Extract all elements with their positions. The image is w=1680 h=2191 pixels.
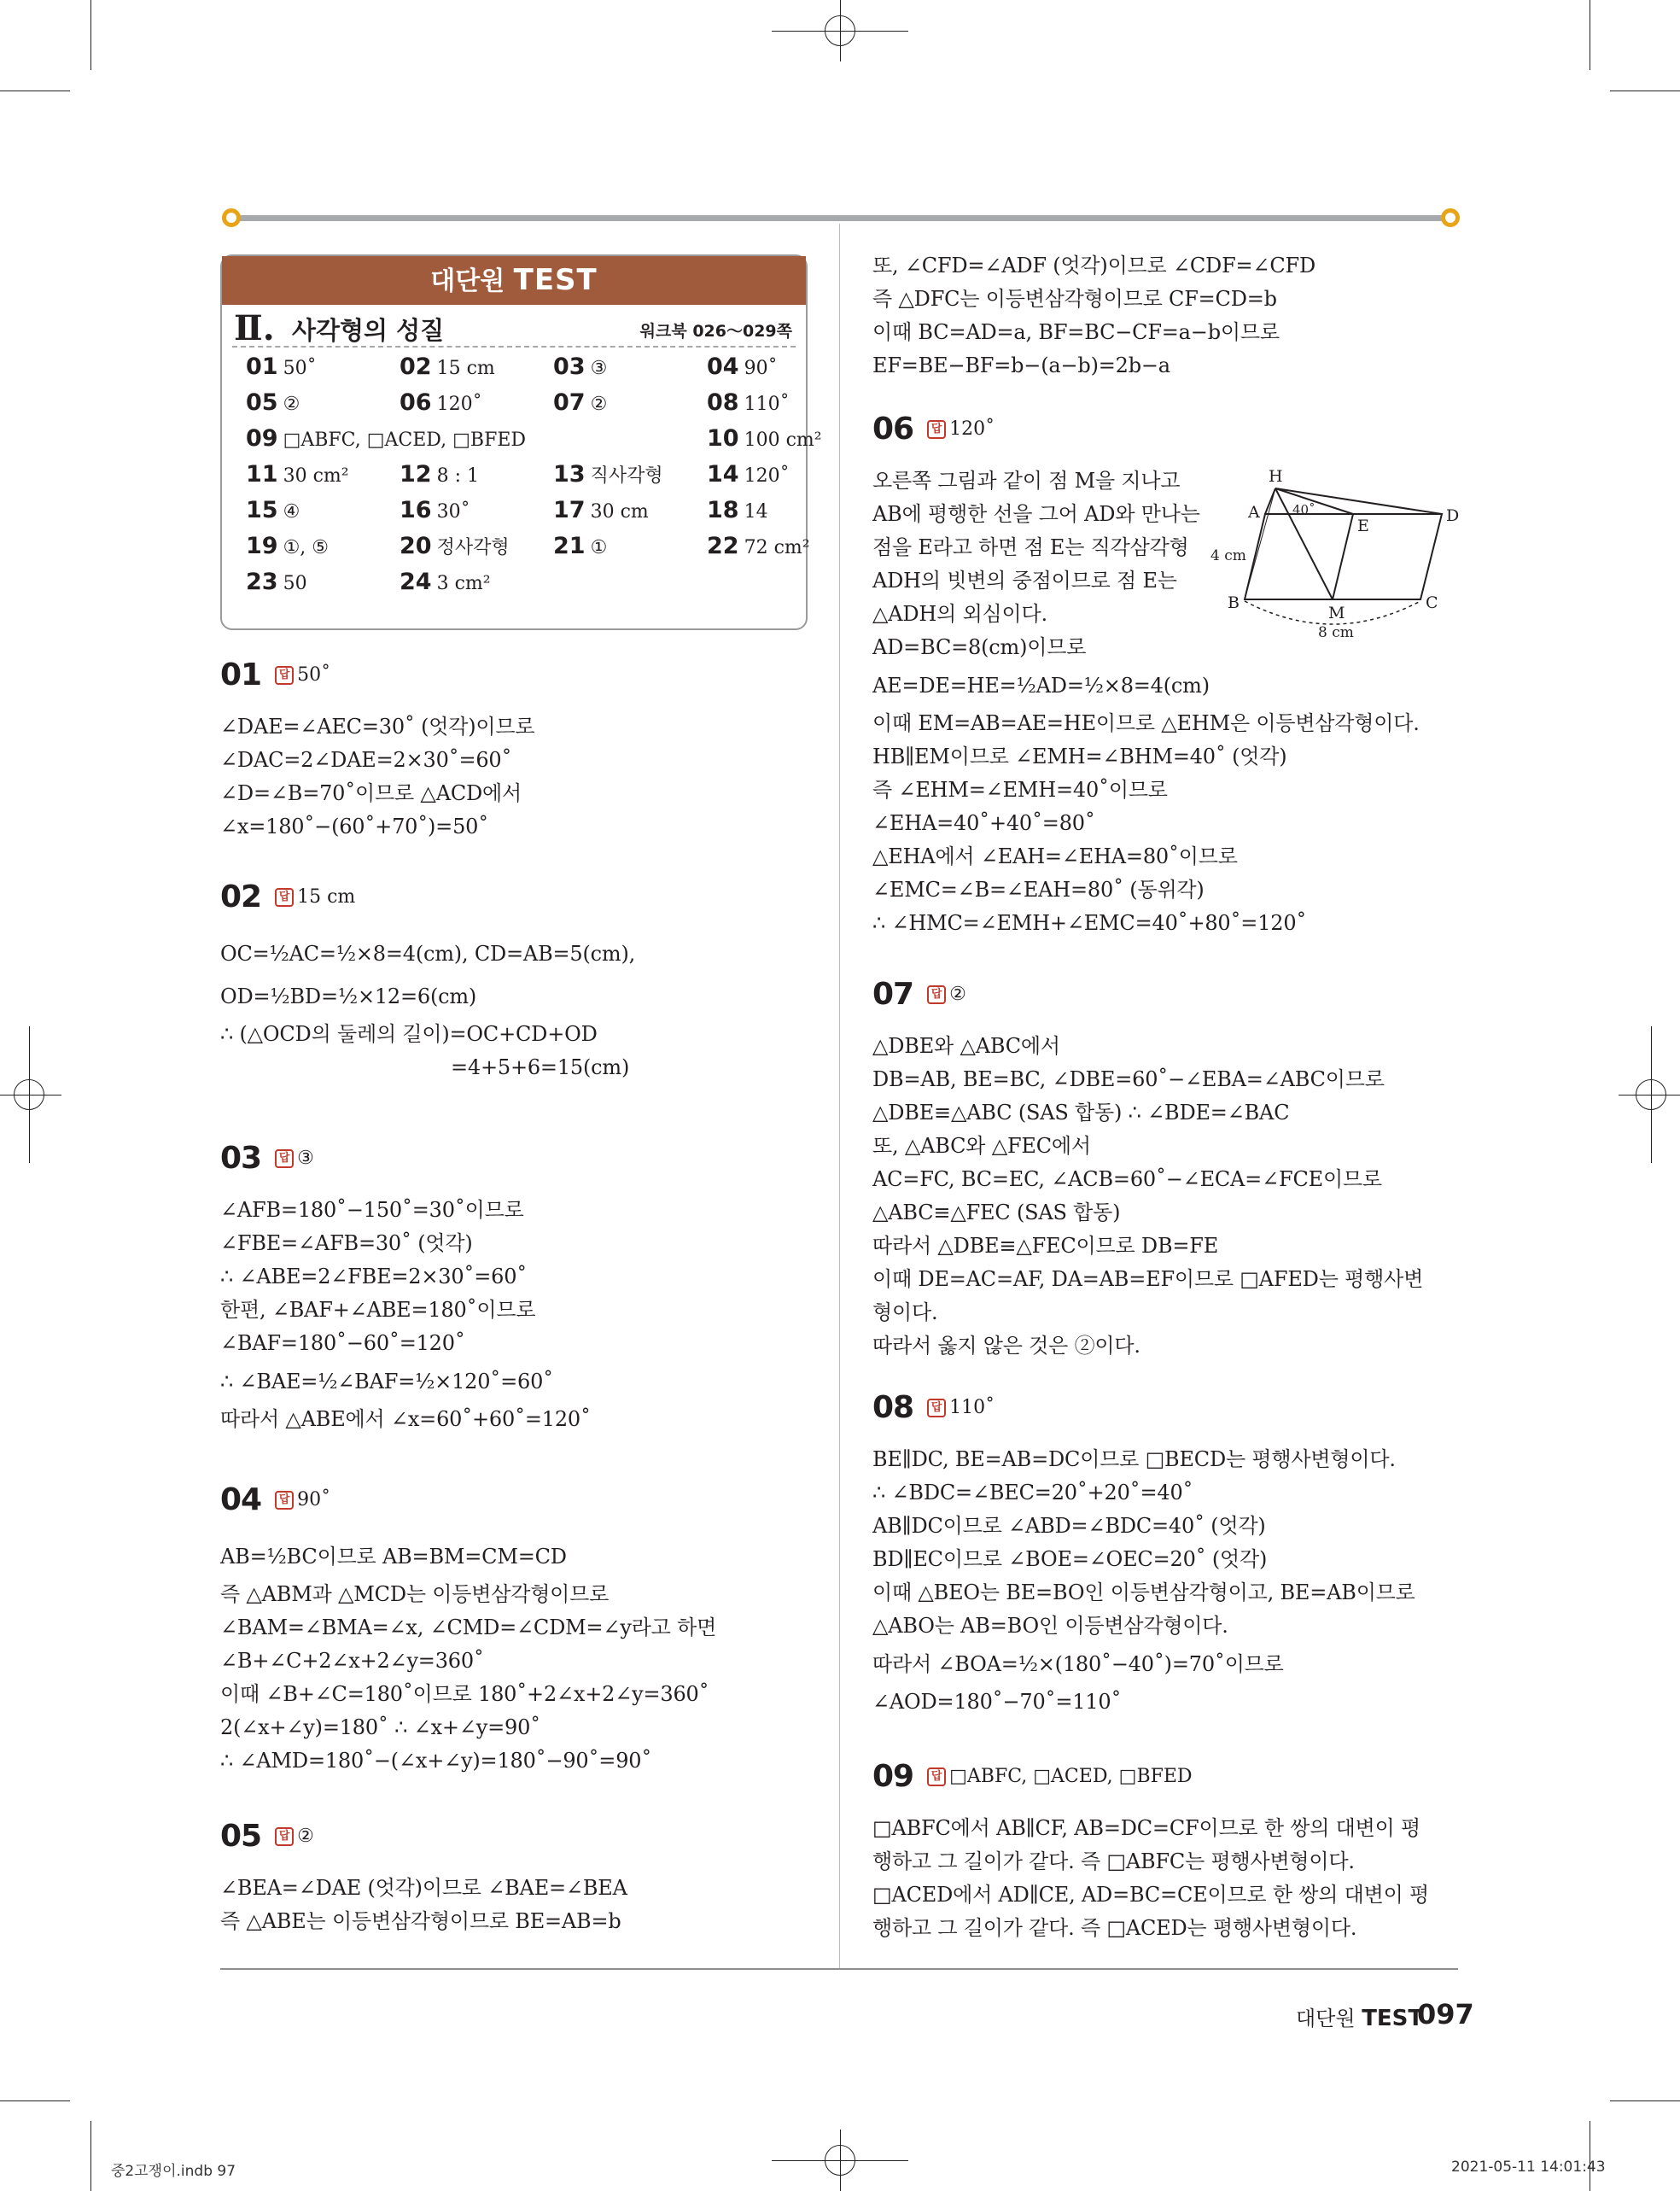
solution-line: 즉 ∠EHM=∠EMH=40˚이므로 (872, 778, 1168, 802)
summary-answer-number: 02 (400, 353, 432, 380)
problem-number: 07 (872, 977, 914, 1012)
solution-line: OC=½AC=½×8=4(cm), CD=AB=5(cm), (220, 942, 636, 966)
solution-line: ∠DAC=2∠DAE=2×30˚=60˚ (220, 748, 512, 772)
summary-answer (246, 497, 300, 523)
problem-number: 06 (872, 412, 914, 447)
summary-answer-value: ①, ⑤ (283, 537, 330, 558)
solution-line: 따라서 △ABE에서 ∠x=60˚+60˚=120˚ (220, 1407, 591, 1431)
problem-08 (872, 1390, 1470, 1719)
summary-answer (246, 569, 307, 595)
summary-answer-number: 20 (400, 533, 432, 559)
solution-line: 형이다. (872, 1300, 938, 1324)
summary-answer (553, 533, 607, 559)
problem-09 (872, 1759, 1470, 1945)
problem-07 (872, 977, 1470, 1363)
summary-answer-value: 100 cm² (744, 429, 822, 451)
summary-answer-value: 3 cm² (436, 573, 491, 594)
solution-line: BD∥EC이므로 ∠BOE=∠OEC=20˚ (엇각) (872, 1547, 1268, 1571)
label-angle-40: 40˚ (1292, 502, 1315, 517)
registration-mark (1619, 1095, 1680, 1096)
summary-answer-number: 24 (400, 569, 432, 595)
summary-answer-value: □ABFC, □ACED, □BFED (283, 429, 527, 451)
summary-answer (400, 353, 495, 380)
solution-line: ∠AFB=180˚−150˚=30˚이므로 (220, 1198, 524, 1222)
solution-line: △ABC≡△FEC (SAS 합동) (872, 1201, 1121, 1224)
summary-answer (707, 389, 790, 416)
summary-answer (553, 353, 607, 380)
registration-mark (772, 2160, 908, 2161)
solution-line: △EHA에서 ∠EAH=∠EHA=80˚이므로 (872, 844, 1238, 868)
solution-line: ∠EHA=40˚+40˚=80˚ (872, 811, 1095, 835)
summary-answer-number: 03 (553, 353, 586, 380)
solution-line: 즉 △ABM과 △MCD는 이등변삼각형이므로 (220, 1582, 610, 1606)
summary-answer (246, 425, 526, 452)
answer-badge: 답 (927, 420, 946, 439)
answer-badge: 답 (927, 1399, 946, 1417)
problem-number: 03 (220, 1141, 262, 1176)
crop-mark (0, 2100, 70, 2101)
registration-mark (0, 1095, 61, 1096)
summary-answer-value: 120˚ (744, 465, 790, 487)
answer-badge: 답 (275, 1149, 294, 1168)
summary-answer (707, 353, 778, 380)
problem-answer: ② (297, 1826, 314, 1847)
problem-05c (872, 249, 1470, 383)
summary-answer-value: 14 (744, 501, 768, 523)
label-h: H (1269, 467, 1283, 486)
label-a: A (1248, 503, 1260, 522)
summary-answer-value: 30 cm² (283, 465, 349, 487)
solution-line: AD=BC=8(cm)이므로 (872, 635, 1087, 659)
registration-mark (772, 31, 908, 32)
solution-line: AB∥DC이므로 ∠ABD=∠BDC=40˚ (엇각) (872, 1514, 1266, 1538)
answer-badge: 답 (275, 888, 294, 907)
solution-line: 한편, ∠BAF+∠ABE=180˚이므로 (220, 1298, 536, 1322)
summary-answer-number: 14 (707, 461, 739, 488)
summary-answer (707, 497, 768, 523)
footer-title-text: 대단원 (1296, 2007, 1362, 2030)
label-b: B (1228, 593, 1240, 612)
solution-line: ADH의 빗변의 중점이므로 점 E는 (872, 569, 1177, 593)
solution-line: ∠AOD=180˚−70˚=110˚ (872, 1690, 1122, 1714)
solution-line: 행하고 그 길이가 같다. 즉 □ACED는 평행사변형이다. (872, 1916, 1357, 1940)
solution-line: ∴ ∠ABE=2∠FBE=2×30˚=60˚ (220, 1265, 528, 1288)
summary-answer (553, 389, 607, 416)
unit-title: 사각형의 성질 (292, 316, 445, 345)
summary-answer (400, 533, 510, 559)
problem-header (220, 657, 818, 698)
problem-header (872, 1390, 1470, 1431)
summary-answer (400, 569, 491, 595)
problem-03 (220, 1141, 818, 1436)
summary-answer-number: 05 (246, 389, 278, 416)
summary-answer-value: ① (590, 537, 608, 558)
solution-line: 이때 EM=AB=AE=HE이므로 △EHM은 이등변삼각형이다. (872, 711, 1420, 735)
summary-header-test: TEST (513, 263, 598, 297)
solution-line: △DBE와 △ABC에서 (872, 1034, 1060, 1058)
summary-answer-value: 8 : 1 (436, 465, 479, 487)
problem-number: 02 (220, 879, 262, 914)
problem-answer: 110˚ (949, 1397, 995, 1418)
summary-answer (246, 533, 329, 559)
summary-answer-number: 13 (553, 461, 586, 488)
summary-answer-value: 정사각형 (436, 537, 510, 558)
problem-04 (220, 1482, 818, 1778)
summary-answer (246, 389, 300, 416)
problem-number: 04 (220, 1482, 262, 1517)
solution-line: 이때 DE=AC=AF, DA=AB=EF이므로 □AFED는 평행사변 (872, 1267, 1424, 1291)
summary-answer-number: 18 (707, 497, 739, 523)
summary-answer (400, 461, 479, 488)
summary-answer-value: 직사각형 (590, 465, 663, 487)
summary-answer-number: 08 (707, 389, 739, 416)
summary-answer-number: 07 (553, 389, 586, 416)
solution-line: ∠FBE=∠AFB=30˚ (엇각) (220, 1231, 473, 1255)
problem-05 (220, 1819, 818, 1938)
bottom-rule (220, 1968, 1458, 1970)
summary-header-title: 대단원 (430, 266, 514, 296)
solution-line: ∠x=180˚−(60˚+70˚)=50˚ (220, 815, 489, 838)
solution-line: 오른쪽 그림과 같이 점 M을 지나고 (872, 469, 1181, 493)
crop-mark (90, 0, 91, 70)
summary-answer-value: 30 cm (590, 501, 649, 523)
label-c: C (1426, 593, 1438, 612)
summary-answer-value: ② (590, 394, 608, 415)
summary-answer-number: 17 (553, 497, 586, 523)
summary-answer-number: 09 (246, 425, 278, 452)
solution-line: □ABFC에서 AB∥CF, AB=DC=CF이므로 한 쌍의 대변이 평 (872, 1816, 1421, 1840)
problem-answer: 90˚ (297, 1489, 331, 1510)
summary-answer-value: 120˚ (436, 394, 482, 415)
solution-line: △DBE≡△ABC (SAS 합동) ∴ ∠BDE=∠BAC (872, 1101, 1290, 1125)
problem-06 (872, 412, 1470, 940)
print-slug-date: 2021-05-11 14:01:43 (1451, 2159, 1606, 2176)
summary-answer (246, 461, 349, 488)
summary-answer-value: ③ (590, 358, 608, 379)
solution-line: 이때 ∠B+∠C=180˚이므로 180˚+2∠x+2∠y=360˚ (220, 1682, 709, 1706)
problem-number: 01 (220, 657, 262, 692)
solution-line: 따라서 ∠BOA=½×(180˚−40˚)=70˚이므로 (872, 1652, 1284, 1676)
solution-line: 행하고 그 길이가 같다. 즉 □ABFC는 평행사변형이다. (872, 1849, 1355, 1873)
solution-line: BE∥DC, BE=AB=DC이므로 □BECD는 평행사변형이다. (872, 1447, 1396, 1471)
label-4cm: 4 cm (1210, 547, 1246, 564)
problem-header (220, 1819, 818, 1860)
problem-answer: □ABFC, □ACED, □BFED (949, 1766, 1193, 1787)
solution-line: 따라서 옳지 않은 것은 ②이다. (872, 1334, 1140, 1358)
summary-answer-value: 15 cm (436, 358, 495, 379)
summary-answer-value: ② (283, 394, 300, 415)
problem-number: 08 (872, 1390, 914, 1425)
summary-answer (553, 497, 649, 523)
summary-answer-number: 11 (246, 461, 278, 488)
solution-line: AB=½BC이므로 AB=BM=CM=CD (220, 1545, 567, 1569)
solution-line: ∠BEA=∠DAE (엇각)이므로 ∠BAE=∠BEA (220, 1876, 627, 1900)
summary-answer-number: 01 (246, 353, 278, 380)
solution-line: ∠D=∠B=70˚이므로 △ACD에서 (220, 781, 522, 805)
solution-line: DB=AB, BE=BC, ∠DBE=60˚−∠EBA=∠ABC이므로 (872, 1067, 1385, 1091)
solution-line: ∴ ∠BDC=∠BEC=20˚+20˚=40˚ (872, 1481, 1193, 1504)
summary-answer (553, 461, 663, 488)
solution-line: =4+5+6=15(cm) (451, 1055, 630, 1079)
solution-line: ∴ ∠HMC=∠EMH+∠EMC=40˚+80˚=120˚ (872, 911, 1307, 935)
problem-answer: ③ (297, 1148, 314, 1169)
problem-01 (220, 657, 818, 844)
summary-answer (707, 425, 822, 452)
summary-answer-number: 06 (400, 389, 432, 416)
summary-answer-value: 50 (283, 573, 307, 594)
solution-line: □ACED에서 AD∥CE, AD=BC=CE이므로 한 쌍의 대변이 평 (872, 1883, 1430, 1907)
summary-answer-number: 10 (707, 425, 739, 452)
solution-line: OD=½BD=½×12=6(cm) (220, 984, 477, 1008)
summary-answer-number: 21 (553, 533, 586, 559)
top-rule-dot (222, 208, 241, 227)
label-m: M (1328, 604, 1345, 622)
page-number: 097 (1417, 1998, 1474, 2030)
problem-header (220, 879, 818, 920)
solution-line: ∴ ∠AMD=180˚−(∠x+∠y)=180˚−90˚=90˚ (220, 1749, 652, 1773)
problem-number: 05 (220, 1819, 262, 1854)
solution-line: 따라서 △DBE≡△FEC이므로 DB=FE (872, 1234, 1219, 1258)
answer-badge: 답 (275, 1827, 294, 1846)
footer-title-test: TEST (1362, 2006, 1424, 2031)
solution-line: ∠BAM=∠BMA=∠x, ∠CMD=∠CDM=∠y라고 하면 (220, 1615, 717, 1639)
summary-answer-number: 04 (707, 353, 739, 380)
answer-badge: 답 (275, 1491, 294, 1510)
solution-line: AB에 평행한 선을 그어 AD와 만나는 (872, 502, 1200, 526)
solution-line: 또, ∠CFD=∠ADF (엇각)이므로 ∠CDF=∠CFD (872, 254, 1316, 278)
workbook-pages: 워크북 026～029쪽 (639, 322, 792, 341)
label-8cm: 8 cm (1318, 624, 1354, 641)
solution-line: EF=BE−BF=b−(a−b)=2b−a (872, 353, 1170, 377)
answer-badge: 답 (927, 1767, 946, 1786)
solution-line: 즉 △DFC는 이등변삼각형이므로 CF=CD=b (872, 287, 1277, 311)
summary-answer-value: 110˚ (744, 394, 790, 415)
solution-line: ∴ ∠BAE=½∠BAF=½×120˚=60˚ (220, 1370, 553, 1393)
summary-header (222, 256, 806, 305)
summary-answer (707, 533, 810, 559)
summary-answer-number: 16 (400, 497, 432, 523)
column-divider (839, 224, 840, 1968)
top-rule (230, 215, 1450, 221)
problem-header (220, 1141, 818, 1182)
answer-badge: 답 (275, 666, 294, 685)
unit-row (232, 305, 796, 348)
summary-answer-number: 23 (246, 569, 278, 595)
summary-answer-value: ④ (283, 501, 300, 523)
summary-answer (246, 353, 317, 380)
solution-line: ∠DAE=∠AEC=30˚ (엇각)이므로 (220, 715, 535, 739)
problem-answer: 15 cm (297, 886, 356, 908)
answer-badge: 답 (927, 985, 946, 1004)
solution-line: △ABO는 AB=BO인 이등변삼각형이다. (872, 1614, 1228, 1638)
problem-answer: 50˚ (297, 664, 331, 686)
crop-mark (1610, 2100, 1680, 2101)
summary-answer-number: 12 (400, 461, 432, 488)
solution-line: △ADH의 외심이다. (872, 602, 1047, 626)
summary-answer-value: 90˚ (744, 358, 778, 379)
summary-answer (707, 461, 790, 488)
crop-mark (90, 2121, 91, 2191)
solution-line: 2(∠x+∠y)=180˚ ∴ ∠x+∠y=90˚ (220, 1715, 540, 1739)
footer-title (1296, 2001, 1423, 2031)
problem-02 (220, 879, 818, 1084)
solution-line: 점을 E라고 하면 점 E는 직각삼각형 (872, 535, 1189, 559)
unit-number: Ⅱ. (234, 308, 275, 348)
solution-line: 즉 △ABE는 이등변삼각형이므로 BE=AB=b (220, 1909, 621, 1933)
solution-line: ∠EMC=∠B=∠EAH=80˚ (동위각) (872, 878, 1205, 902)
solution-line: 이때 △BEO는 BE=BO인 이등변삼각형이고, BE=AB이므로 (872, 1580, 1415, 1604)
label-e: E (1357, 517, 1369, 535)
summary-answer-number: 15 (246, 497, 278, 523)
solution-line: ∠BAF=180˚−60˚=120˚ (220, 1331, 465, 1355)
top-rule-dot (1441, 208, 1460, 227)
summary-answer-value: 72 cm² (744, 537, 810, 558)
summary-answer-number: 22 (707, 533, 739, 559)
solution-line: 이때 BC=AD=a, BF=BC−CF=a−b이므로 (872, 320, 1280, 344)
solution-line: ∠B+∠C+2∠x+2∠y=360˚ (220, 1649, 484, 1673)
summary-answer (400, 389, 482, 416)
print-slug-file: 중2고쟁이.indb 97 (111, 2163, 236, 2180)
solution-line: 또, △ABC와 △FEC에서 (872, 1134, 1091, 1158)
problem-header (872, 412, 1470, 453)
problem-answer: ② (949, 984, 966, 1005)
problem-header (872, 1759, 1470, 1800)
label-d: D (1446, 506, 1460, 525)
problem-header (220, 1482, 818, 1523)
summary-answer-value: 30˚ (436, 501, 470, 523)
summary-answer-value: 50˚ (283, 358, 317, 379)
solution-line: ∴ (△OCD의 둘레의 길이)=OC+CD+OD (220, 1022, 598, 1046)
solution-line: AE=DE=HE=½AD=½×8=4(cm) (872, 674, 1210, 698)
problem-answer: 120˚ (949, 418, 995, 440)
problem-number: 09 (872, 1759, 914, 1794)
problem-header (872, 977, 1470, 1018)
solution-line: AC=FC, BC=EC, ∠ACB=60˚−∠ECA=∠FCE이므로 (872, 1167, 1382, 1191)
answer-summary-box (220, 254, 822, 630)
solution-line: HB∥EM이므로 ∠EMH=∠BHM=40˚ (엇각) (872, 745, 1287, 768)
summary-answer (400, 497, 470, 523)
summary-answer-number: 19 (246, 533, 278, 559)
